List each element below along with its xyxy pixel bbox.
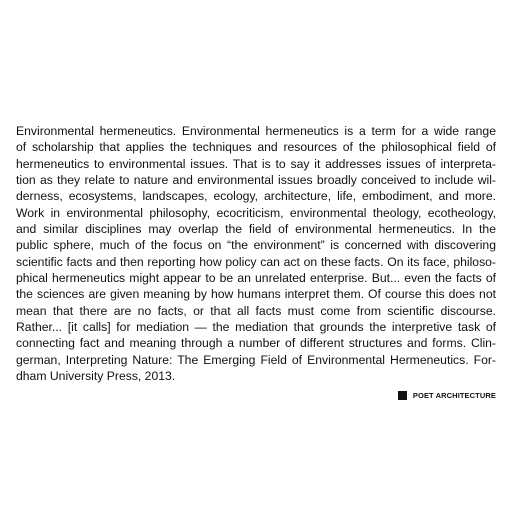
- text-line: Rather... [it calls] for mediation — the mediation that grounds the interpretive task of: [16, 320, 496, 335]
- text-line: german, Interpreting Nature: The Emerging Field of Environmental Hermeneutics. For-: [16, 352, 496, 367]
- text-line: phical hermeneutics might appear to be an unrelated enterprise. But... even the facts of: [16, 271, 496, 286]
- text-line: of scholarship that applies the techniques and resources of the philosophical field of: [16, 140, 496, 155]
- text-line: connecting fact and meaning through a number of different structures and forms. Clin-: [16, 336, 496, 351]
- text-line: tion as they relate to nature and environmental issues broadly conceived to include wil-: [16, 173, 496, 188]
- text-line: Environmental hermeneutics. Environmental hermeneutics is a term for a wide range: [16, 124, 496, 138]
- text-line: dham University Press, 2013.: [16, 369, 176, 384]
- body-paragraph: [16, 123, 496, 385]
- text-line: hermeneutics to environmental issues. That is to say it addresses issues of interpreta-: [16, 156, 496, 171]
- text-line: Work in environmental philosophy, ecocriticism, environmental theology, ecotheology,: [16, 205, 496, 220]
- text-line: and similar disciplines may overlap the field of environmental hermeneutics. In the: [16, 222, 496, 237]
- brand-mark: [398, 391, 496, 400]
- text-line: the sciences are given meaning by how humans interpret them. Of course this does not: [16, 287, 496, 302]
- square-icon: [398, 391, 407, 400]
- text-line: public sphere, much of the focus on “the environment” is concerned with discovering: [16, 238, 496, 253]
- brand-name: POET ARCHITECTURE: [412, 391, 496, 400]
- text-line: mean that there are no facts, or that all facts must come from scientific discourse.: [16, 303, 496, 318]
- text-line: derness, ecosystems, landscapes, ecology, architecture, life, embodiment, and more.: [16, 189, 496, 204]
- text-line: scientific facts and then reporting how policy can act on these facts. On its face, philoso-: [16, 254, 496, 269]
